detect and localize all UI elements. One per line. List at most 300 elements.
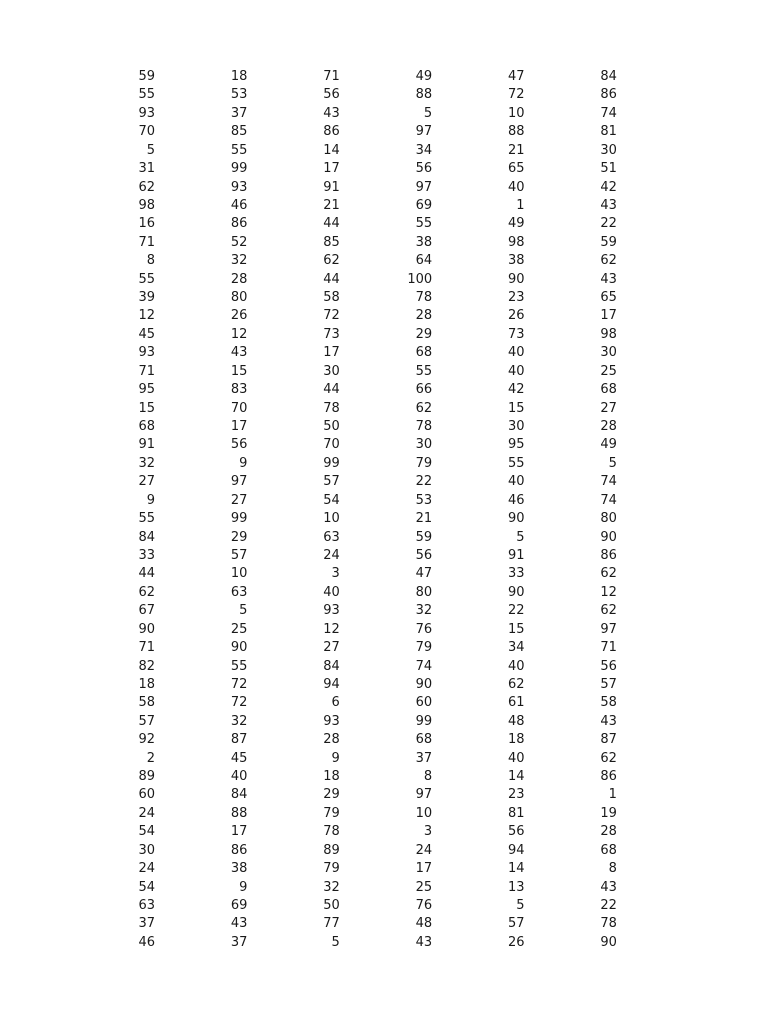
table-cell: 25 — [230, 621, 248, 637]
table-cell: 97 — [415, 179, 433, 195]
table-cell: 46 — [508, 492, 525, 508]
table-cell: 98 — [508, 234, 525, 250]
table-cell: 25 — [415, 879, 433, 895]
table-cell: 44 — [323, 216, 340, 232]
table-cell: 89 — [323, 842, 340, 858]
table-row — [108, 142, 617, 160]
table-cell: 70 — [323, 437, 340, 453]
table-cell: 95 — [138, 382, 155, 398]
table-cell: 56 — [600, 658, 617, 674]
table-cell: 97 — [230, 474, 248, 490]
table-cell: 14 — [323, 142, 340, 158]
table-cell: 28 — [600, 419, 617, 435]
table-cell: 27 — [230, 492, 248, 508]
table-cell: 47 — [415, 566, 433, 582]
table-cell: 27 — [323, 640, 340, 656]
table-cell: 59 — [138, 69, 155, 84]
table-row — [108, 271, 617, 289]
table-row — [108, 105, 617, 123]
table-cell: 86 — [323, 124, 340, 140]
table-cell: 37 — [138, 916, 155, 932]
table-cell: 62 — [600, 750, 617, 766]
table-cell: 84 — [323, 658, 340, 674]
table-cell: 22 — [600, 216, 617, 232]
table-cell: 15 — [138, 400, 155, 416]
table-cell: 47 — [508, 69, 525, 84]
table-cell: 88 — [508, 124, 525, 140]
table-cell: 37 — [230, 105, 248, 121]
table-cell: 71 — [138, 363, 155, 379]
table-cell: 18 — [230, 69, 248, 84]
table-cell: 42 — [508, 382, 525, 398]
table-cell: 84 — [138, 529, 155, 545]
table-cell: 44 — [138, 566, 155, 582]
table-cell: 93 — [138, 105, 155, 121]
table-cell: 48 — [415, 916, 433, 932]
table-cell: 82 — [138, 658, 155, 674]
table-cell: 79 — [323, 861, 340, 877]
table-cell: 74 — [415, 658, 433, 674]
table-row — [108, 897, 617, 915]
table-cell: 40 — [508, 658, 525, 674]
table-cell: 85 — [323, 234, 340, 250]
table-cell: 62 — [138, 179, 155, 195]
table-row — [108, 289, 617, 307]
table-cell: 90 — [600, 529, 617, 545]
table-cell: 9 — [239, 879, 248, 895]
table-cell: 43 — [323, 105, 340, 121]
table-cell: 26 — [230, 308, 248, 324]
table-cell: 98 — [138, 197, 155, 213]
table-cell: 14 — [508, 861, 525, 877]
table-cell: 56 — [323, 87, 340, 103]
table-row — [108, 547, 617, 565]
table-cell: 34 — [415, 142, 433, 158]
table-row — [108, 381, 617, 399]
table-cell: 9 — [146, 492, 155, 508]
table-cell: 30 — [600, 142, 617, 158]
table-row — [108, 750, 617, 768]
table-cell: 91 — [508, 547, 525, 563]
table-cell: 30 — [600, 345, 617, 361]
table-cell: 5 — [516, 529, 525, 545]
table-cell: 95 — [508, 437, 525, 453]
table-row — [108, 676, 617, 694]
table-cell: 76 — [415, 897, 433, 913]
table-cell: 62 — [138, 584, 155, 600]
table-cell: 15 — [508, 400, 525, 416]
table-cell: 50 — [323, 419, 340, 435]
table-row — [108, 492, 617, 510]
table-row — [108, 639, 617, 657]
table-cell: 74 — [600, 492, 617, 508]
table-cell: 53 — [230, 87, 248, 103]
table-cell: 17 — [415, 861, 433, 877]
table-cell: 78 — [323, 824, 340, 840]
table-cell: 62 — [508, 676, 525, 692]
table-cell: 24 — [138, 861, 155, 877]
table-cell: 54 — [138, 824, 155, 840]
table-cell: 78 — [415, 290, 433, 306]
table-cell: 80 — [230, 290, 248, 306]
table-cell: 17 — [323, 161, 340, 177]
table-cell: 3 — [331, 566, 340, 582]
table-cell: 12 — [600, 584, 617, 600]
table-cell: 17 — [230, 419, 248, 435]
table-cell: 22 — [600, 897, 617, 913]
table-row — [108, 252, 617, 270]
table-cell: 66 — [415, 382, 433, 398]
table-cell: 1 — [608, 787, 617, 803]
table-row — [108, 565, 617, 583]
table-cell: 57 — [230, 547, 248, 563]
table-cell: 86 — [230, 842, 248, 858]
table-cell: 40 — [508, 345, 525, 361]
table-cell: 70 — [138, 124, 155, 140]
table-cell: 50 — [323, 897, 340, 913]
table-cell: 98 — [600, 326, 617, 342]
table-cell: 43 — [600, 271, 617, 287]
table-cell: 49 — [600, 437, 617, 453]
table-cell: 68 — [415, 732, 433, 748]
table-cell: 43 — [600, 713, 617, 729]
table-cell: 90 — [508, 271, 525, 287]
table-cell: 49 — [415, 69, 433, 84]
table-cell: 43 — [415, 934, 433, 950]
table-cell: 29 — [415, 326, 433, 342]
table-cell: 86 — [600, 547, 617, 563]
table-cell: 55 — [138, 271, 155, 287]
table-cell: 51 — [600, 161, 617, 177]
table-row — [108, 694, 617, 712]
table-cell: 15 — [508, 621, 525, 637]
table-cell: 74 — [600, 105, 617, 121]
table-row — [108, 179, 617, 197]
table-cell: 89 — [138, 769, 155, 785]
table-row — [108, 307, 617, 325]
table-cell: 27 — [600, 400, 617, 416]
table-row — [108, 86, 617, 104]
table-cell: 18 — [323, 769, 340, 785]
number-table — [108, 68, 617, 952]
table-cell: 44 — [323, 271, 340, 287]
table-cell: 30 — [508, 419, 525, 435]
table-cell: 46 — [230, 197, 248, 213]
table-cell: 40 — [508, 750, 525, 766]
table-cell: 99 — [323, 455, 340, 471]
table-cell: 59 — [415, 529, 433, 545]
table-cell: 38 — [230, 861, 248, 877]
table-cell: 81 — [600, 124, 617, 140]
table-cell: 18 — [138, 676, 155, 692]
table-row — [108, 786, 617, 804]
table-row — [108, 326, 617, 344]
table-cell: 26 — [508, 308, 525, 324]
table-cell: 85 — [230, 124, 248, 140]
table-cell: 14 — [508, 769, 525, 785]
number-table-body — [108, 68, 617, 952]
table-cell: 80 — [600, 511, 617, 527]
table-cell: 10 — [508, 105, 525, 121]
table-cell: 32 — [323, 879, 340, 895]
table-cell: 58 — [138, 695, 155, 711]
table-cell: 21 — [415, 511, 433, 527]
table-row — [108, 713, 617, 731]
table-cell: 87 — [230, 732, 248, 748]
table-cell: 55 — [138, 511, 155, 527]
table-cell: 18 — [508, 732, 525, 748]
table-cell: 74 — [600, 474, 617, 490]
table-cell: 71 — [138, 640, 155, 656]
table-row — [108, 934, 617, 952]
table-cell: 10 — [415, 805, 433, 821]
table-cell: 34 — [508, 640, 525, 656]
table-row — [108, 842, 617, 860]
table-cell: 94 — [508, 842, 525, 858]
table-cell: 44 — [323, 382, 340, 398]
table-cell: 99 — [230, 511, 248, 527]
table-cell: 29 — [230, 529, 248, 545]
table-cell: 43 — [600, 197, 617, 213]
table-cell: 63 — [230, 584, 248, 600]
table-cell: 5 — [146, 142, 155, 158]
table-cell: 32 — [230, 713, 248, 729]
table-cell: 58 — [323, 290, 340, 306]
table-cell: 78 — [323, 400, 340, 416]
table-cell: 91 — [138, 437, 155, 453]
table-row — [108, 363, 617, 381]
table-cell: 46 — [138, 934, 155, 950]
table-cell: 25 — [600, 363, 617, 379]
table-cell: 55 — [138, 87, 155, 103]
table-cell: 56 — [415, 161, 433, 177]
table-cell: 28 — [600, 824, 617, 840]
table-row — [108, 602, 617, 620]
table-row — [108, 658, 617, 676]
table-cell: 64 — [415, 253, 433, 269]
table-cell: 62 — [600, 566, 617, 582]
table-cell: 24 — [323, 547, 340, 563]
table-row — [108, 621, 617, 639]
table-cell: 78 — [600, 916, 617, 932]
table-cell: 58 — [600, 695, 617, 711]
table-cell: 8 — [608, 861, 617, 877]
table-cell: 68 — [415, 345, 433, 361]
table-cell: 73 — [323, 326, 340, 342]
table-cell: 40 — [508, 474, 525, 490]
table-cell: 55 — [230, 142, 248, 158]
table-row — [108, 197, 617, 215]
table-cell: 17 — [600, 308, 617, 324]
table-cell: 45 — [138, 326, 155, 342]
table-cell: 3 — [423, 824, 433, 840]
table-cell: 30 — [323, 363, 340, 379]
table-cell: 99 — [230, 161, 248, 177]
table-row — [108, 860, 617, 878]
table-cell: 86 — [600, 769, 617, 785]
table-cell: 93 — [138, 345, 155, 361]
table-cell: 79 — [415, 640, 433, 656]
table-cell: 40 — [508, 179, 525, 195]
table-cell: 90 — [415, 676, 433, 692]
table-cell: 8 — [146, 253, 155, 269]
table-row — [108, 215, 617, 233]
table-cell: 56 — [230, 437, 248, 453]
table-cell: 22 — [415, 474, 433, 490]
table-cell: 55 — [508, 455, 525, 471]
table-row — [108, 473, 617, 491]
table-cell: 94 — [323, 676, 340, 692]
table-row — [108, 455, 617, 473]
table-cell: 57 — [138, 713, 155, 729]
table-cell: 90 — [138, 621, 155, 637]
table-cell: 62 — [415, 400, 433, 416]
table-cell: 60 — [138, 787, 155, 803]
table-cell: 42 — [600, 179, 617, 195]
table-cell: 23 — [508, 787, 525, 803]
table-cell: 65 — [600, 290, 617, 306]
table-cell: 55 — [415, 363, 433, 379]
table-cell: 40 — [230, 769, 248, 785]
table-row — [108, 915, 617, 933]
table-row — [108, 823, 617, 841]
table-cell: 79 — [415, 455, 433, 471]
table-cell: 61 — [508, 695, 525, 711]
table-cell: 90 — [230, 640, 248, 656]
table-cell: 54 — [138, 879, 155, 895]
table-cell: 86 — [600, 87, 617, 103]
table-row — [108, 879, 617, 897]
table-cell: 72 — [508, 87, 525, 103]
table-cell: 71 — [600, 640, 617, 656]
table-cell: 71 — [323, 69, 340, 84]
table-cell: 53 — [415, 492, 433, 508]
table-cell: 87 — [600, 732, 617, 748]
table-cell: 55 — [230, 658, 248, 674]
table-cell: 40 — [323, 584, 340, 600]
table-cell: 72 — [230, 695, 248, 711]
table-row — [108, 400, 617, 418]
table-row — [108, 418, 617, 436]
table-cell: 15 — [230, 363, 248, 379]
table-cell: 79 — [323, 805, 340, 821]
table-cell: 77 — [323, 916, 340, 932]
table-cell: 72 — [323, 308, 340, 324]
table-cell: 30 — [415, 437, 433, 453]
table-cell: 63 — [138, 897, 155, 913]
table-cell: 62 — [323, 253, 340, 269]
table-cell: 26 — [508, 934, 525, 950]
table-cell: 57 — [323, 474, 340, 490]
table-cell: 48 — [508, 713, 525, 729]
table-cell: 24 — [415, 842, 433, 858]
table-cell: 62 — [600, 253, 617, 269]
table-cell: 90 — [508, 511, 525, 527]
table-cell: 99 — [415, 713, 433, 729]
table-cell: 45 — [230, 750, 248, 766]
table-cell: 56 — [508, 824, 525, 840]
table-cell: 69 — [415, 197, 433, 213]
table-cell: 37 — [230, 934, 248, 950]
table-cell: 88 — [230, 805, 248, 821]
table-cell: 29 — [323, 787, 340, 803]
table-cell: 23 — [508, 290, 525, 306]
table-row — [108, 234, 617, 252]
table-cell: 12 — [230, 326, 248, 342]
table-cell: 32 — [415, 603, 433, 619]
table-cell: 37 — [415, 750, 433, 766]
table-row — [108, 529, 617, 547]
table-cell: 22 — [508, 603, 525, 619]
table-cell: 5 — [331, 934, 340, 950]
table-cell: 9 — [331, 750, 340, 766]
table-cell: 68 — [600, 382, 617, 398]
table-cell: 21 — [323, 197, 340, 213]
table-cell: 97 — [415, 124, 433, 140]
table-row — [108, 344, 617, 362]
table-cell: 72 — [230, 676, 248, 692]
table-cell: 78 — [415, 419, 433, 435]
table-cell: 71 — [138, 234, 155, 250]
table-cell: 54 — [323, 492, 340, 508]
table-cell: 69 — [230, 897, 248, 913]
table-cell: 32 — [230, 253, 248, 269]
table-cell: 67 — [138, 603, 155, 619]
table-cell: 97 — [600, 621, 617, 637]
table-cell: 55 — [415, 216, 433, 232]
table-cell: 100 — [407, 271, 433, 287]
table-cell: 84 — [230, 787, 248, 803]
table-cell: 24 — [138, 805, 155, 821]
table-cell: 80 — [415, 584, 433, 600]
table-cell: 43 — [230, 916, 248, 932]
table-cell: 31 — [138, 161, 155, 177]
table-cell: 81 — [508, 805, 525, 821]
table-cell: 76 — [415, 621, 433, 637]
table-cell: 30 — [138, 842, 155, 858]
table-cell: 27 — [138, 474, 155, 490]
table-cell: 12 — [138, 308, 155, 324]
table-cell: 49 — [508, 216, 525, 232]
table-cell: 17 — [323, 345, 340, 361]
table-cell: 10 — [230, 566, 248, 582]
table-cell: 28 — [230, 271, 248, 287]
table-row — [108, 510, 617, 528]
table-cell: 8 — [423, 769, 433, 785]
table-cell: 28 — [415, 308, 433, 324]
table-cell: 5 — [423, 105, 433, 121]
table-cell: 59 — [600, 234, 617, 250]
table-cell: 68 — [600, 842, 617, 858]
table-cell: 73 — [508, 326, 525, 342]
table-cell: 93 — [230, 179, 248, 195]
table-cell: 93 — [323, 713, 340, 729]
table-cell: 21 — [508, 142, 525, 158]
table-cell: 32 — [138, 455, 155, 471]
table-cell: 65 — [508, 161, 525, 177]
table-cell: 17 — [230, 824, 248, 840]
table-cell: 9 — [239, 455, 248, 471]
table-cell: 5 — [239, 603, 248, 619]
table-cell: 90 — [508, 584, 525, 600]
table-cell: 5 — [608, 455, 617, 471]
table-cell: 12 — [323, 621, 340, 637]
table-cell: 16 — [138, 216, 155, 232]
table-cell: 39 — [138, 290, 155, 306]
table-row — [108, 768, 617, 786]
table-cell: 43 — [230, 345, 248, 361]
table-cell: 38 — [508, 253, 525, 269]
